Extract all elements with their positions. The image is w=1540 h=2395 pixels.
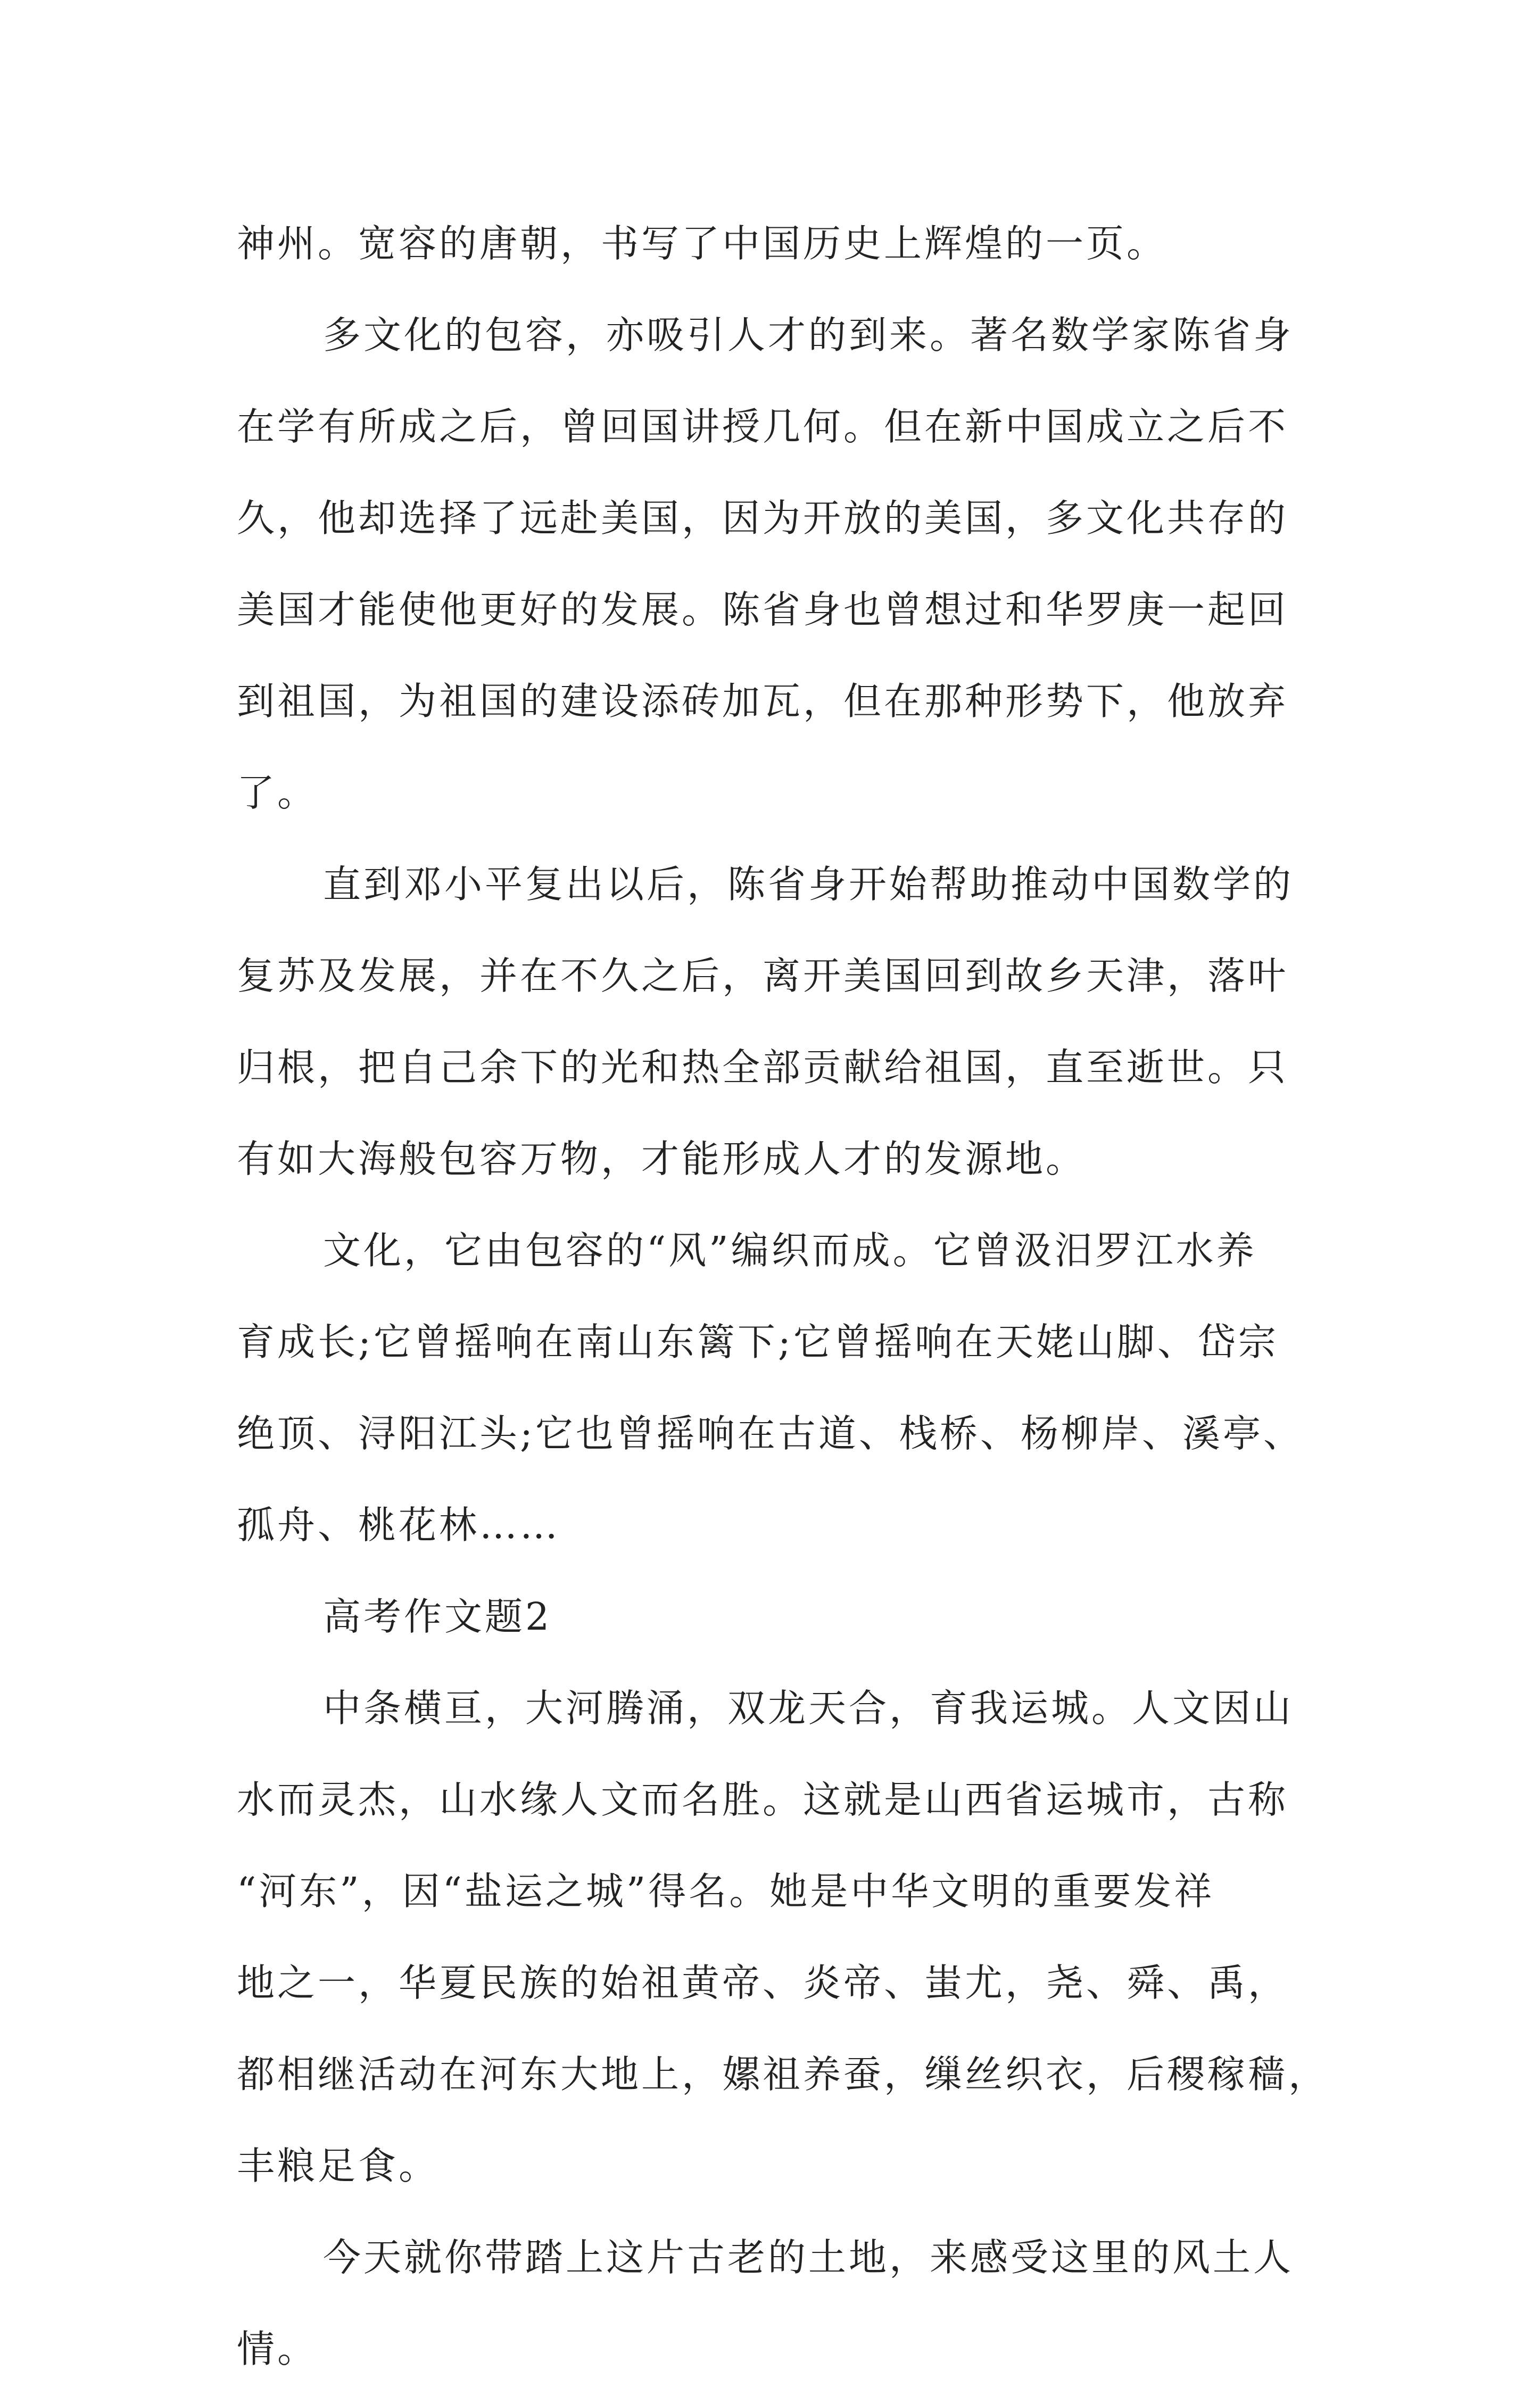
text-line: 育成长;它曾摇响在南山东篱下;它曾摇响在天姥山脚、岱宗 <box>237 1320 1279 1364</box>
text-line: 神州。宽容的唐朝，书写了中国历史上辉煌的一页。 <box>237 221 1168 266</box>
text-line: 水而灵杰，山水缘人文而名胜。这就是山西省运城市，古称 <box>237 1778 1289 1822</box>
section-heading: 高考作文题2 <box>323 1595 552 1639</box>
text-line: “河东”，因“盐运之城”得名。她是中华文明的重要发祥 <box>237 1869 1215 1913</box>
text-line: 情。 <box>237 2327 318 2371</box>
text-line: 美国才能使他更好的发展。陈省身也曾想过和华罗庚一起回 <box>237 588 1289 632</box>
text-line: 地之一，华夏民族的始祖黄帝、炎帝、蚩尤，尧、舜、禹， <box>237 1961 1289 2005</box>
paragraph-start-line: 中条横亘，大河腾涌，双龙天合，育我运城。人文因山 <box>323 1686 1294 1730</box>
text-line: 孤舟、桃花林…… <box>237 1503 561 1547</box>
text-line: 有如大海般包容万物，才能形成人才的发源地。 <box>237 1137 1087 1181</box>
paragraph-start-line: 多文化的包容，亦吸引人才的到来。著名数学家陈省身 <box>323 313 1294 357</box>
text-line: 绝顶、浔阳江头;它也曾摇响在古道、栈桥、杨柳岸、溪亭、 <box>237 1411 1304 1456</box>
paragraph-start-line: 文化，它由包容的“风”编织而成。它曾汲汨罗江水养 <box>323 1228 1257 1273</box>
text-line: 久，他却选择了远赴美国，因为开放的美国，多文化共存的 <box>237 496 1289 540</box>
paragraph-start-line: 直到邓小平复出以后，陈省身开始帮助推动中国数学的 <box>323 862 1294 906</box>
text-line: 都相继活动在河东大地上，嫘祖养蚕，缫丝织衣，后稷稼穑， <box>237 2052 1329 2096</box>
text-line: 在学有所成之后，曾回国讲授几何。但在新中国成立之后不 <box>237 404 1289 449</box>
text-line: 丰粮足食。 <box>237 2144 440 2188</box>
essay-text <box>237 198 1329 2395</box>
paragraph-start-line: 今天就你带踏上这片古老的土地，来感受这里的风土人 <box>323 2235 1294 2280</box>
text-line: 复苏及发展，并在不久之后，离开美国回到故乡天津，落叶 <box>237 954 1289 998</box>
text-line: 了。 <box>237 771 318 815</box>
text-line: 到祖国，为祖国的建设添砖加瓦，但在那种形势下，他放弃 <box>237 679 1289 723</box>
text-line: 归根，把自己余下的光和热全部贡献给祖国，直至逝世。只 <box>237 1045 1289 1089</box>
